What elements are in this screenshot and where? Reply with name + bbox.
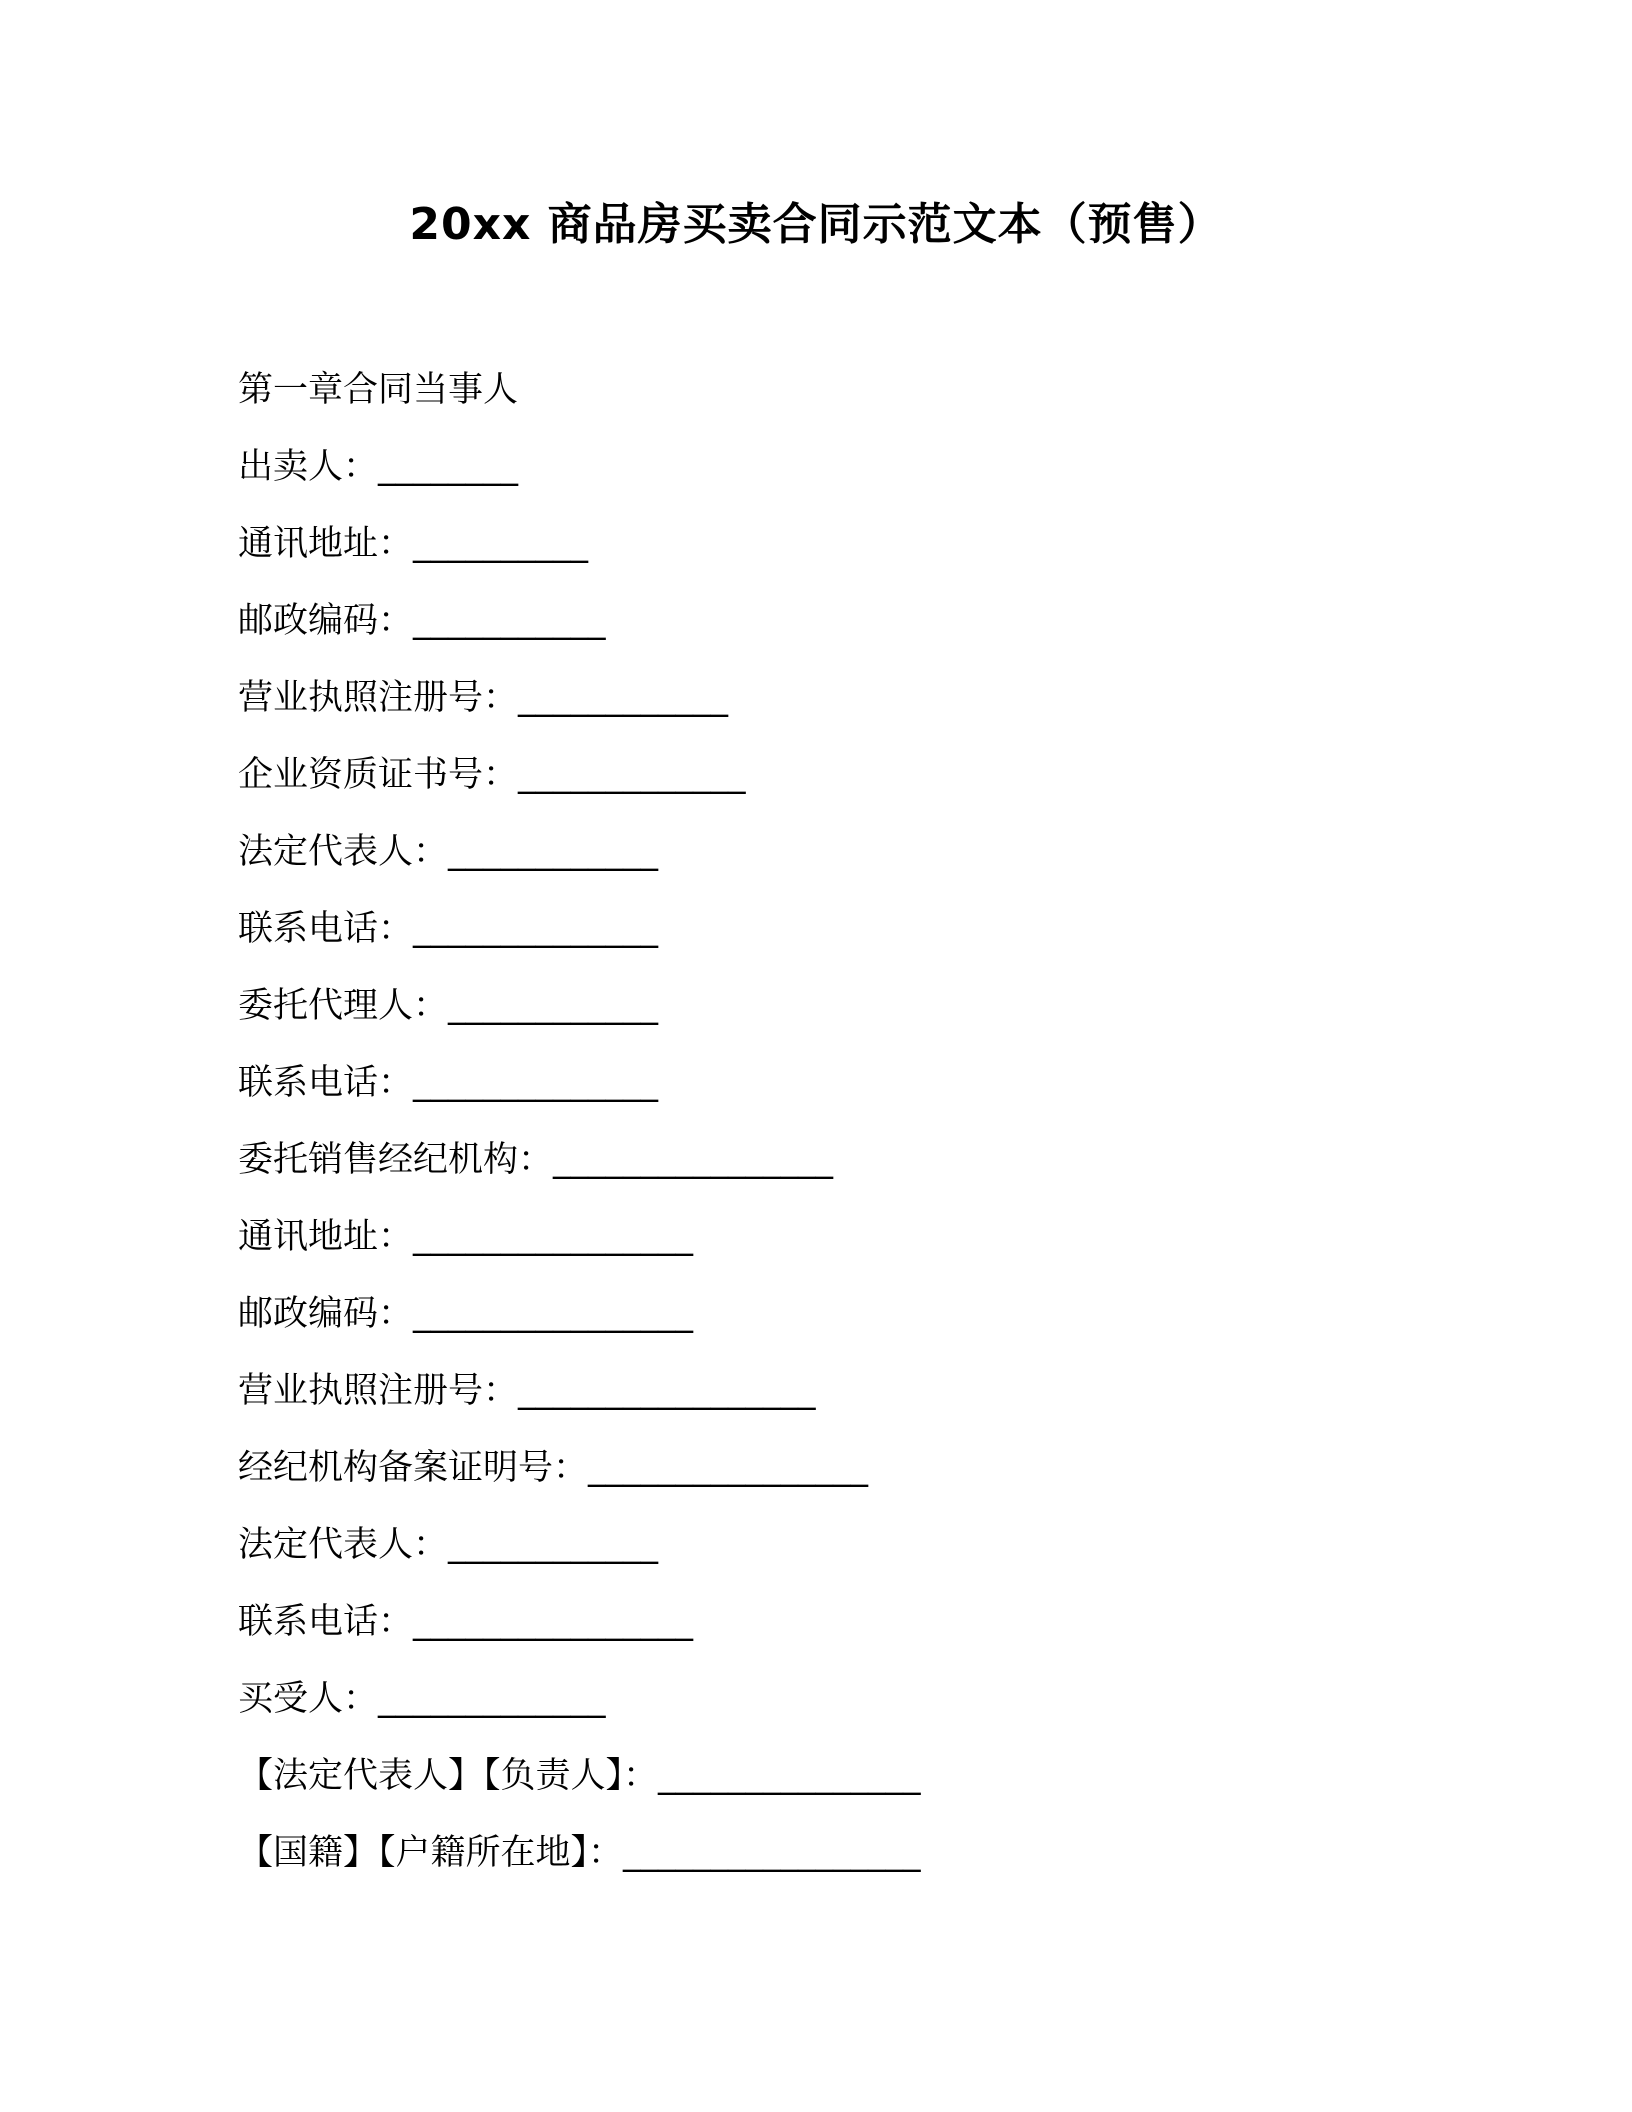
document-body bbox=[238, 365, 1438, 1905]
field-seller-phone: 联系电话：______________ bbox=[238, 909, 659, 949]
field-brokerage-address: 通讯地址：________________ bbox=[238, 1217, 694, 1257]
field-brokerage: 委托销售经纪机构：________________ bbox=[238, 1140, 834, 1180]
field-brokerage-license-no: 营业执照注册号：_________________ bbox=[238, 1371, 816, 1411]
field-seller-qualification-no: 企业资质证书号：_____________ bbox=[238, 755, 746, 795]
field-brokerage-phone: 联系电话：________________ bbox=[238, 1602, 694, 1642]
field-seller: 出卖人：________ bbox=[238, 447, 519, 487]
field-buyer-legal-rep: 【法定代表人】【负责人】：_______________ bbox=[238, 1756, 921, 1796]
field-brokerage-legal-rep: 法定代表人：____________ bbox=[238, 1525, 659, 1565]
field-seller-agent: 委托代理人：____________ bbox=[238, 986, 659, 1026]
field-seller-agent-phone: 联系电话：______________ bbox=[238, 1063, 659, 1103]
field-brokerage-filing-no: 经纪机构备案证明号：________________ bbox=[238, 1448, 869, 1488]
field-seller-legal-rep: 法定代表人：____________ bbox=[238, 832, 659, 872]
field-seller-address: 通讯地址：__________ bbox=[238, 524, 589, 564]
field-buyer-nationality: 【国籍】【户籍所在地】：_________________ bbox=[238, 1833, 921, 1873]
field-brokerage-postcode: 邮政编码：________________ bbox=[238, 1294, 694, 1334]
field-seller-license-no: 营业执照注册号：____________ bbox=[238, 678, 729, 718]
field-seller-postcode: 邮政编码：___________ bbox=[238, 601, 606, 641]
field-buyer: 买受人：_____________ bbox=[238, 1679, 606, 1719]
chapter-heading: 第一章合同当事人 bbox=[238, 370, 519, 410]
document-title: 20xx 商品房买卖合同示范文本（预售） bbox=[409, 199, 1223, 250]
